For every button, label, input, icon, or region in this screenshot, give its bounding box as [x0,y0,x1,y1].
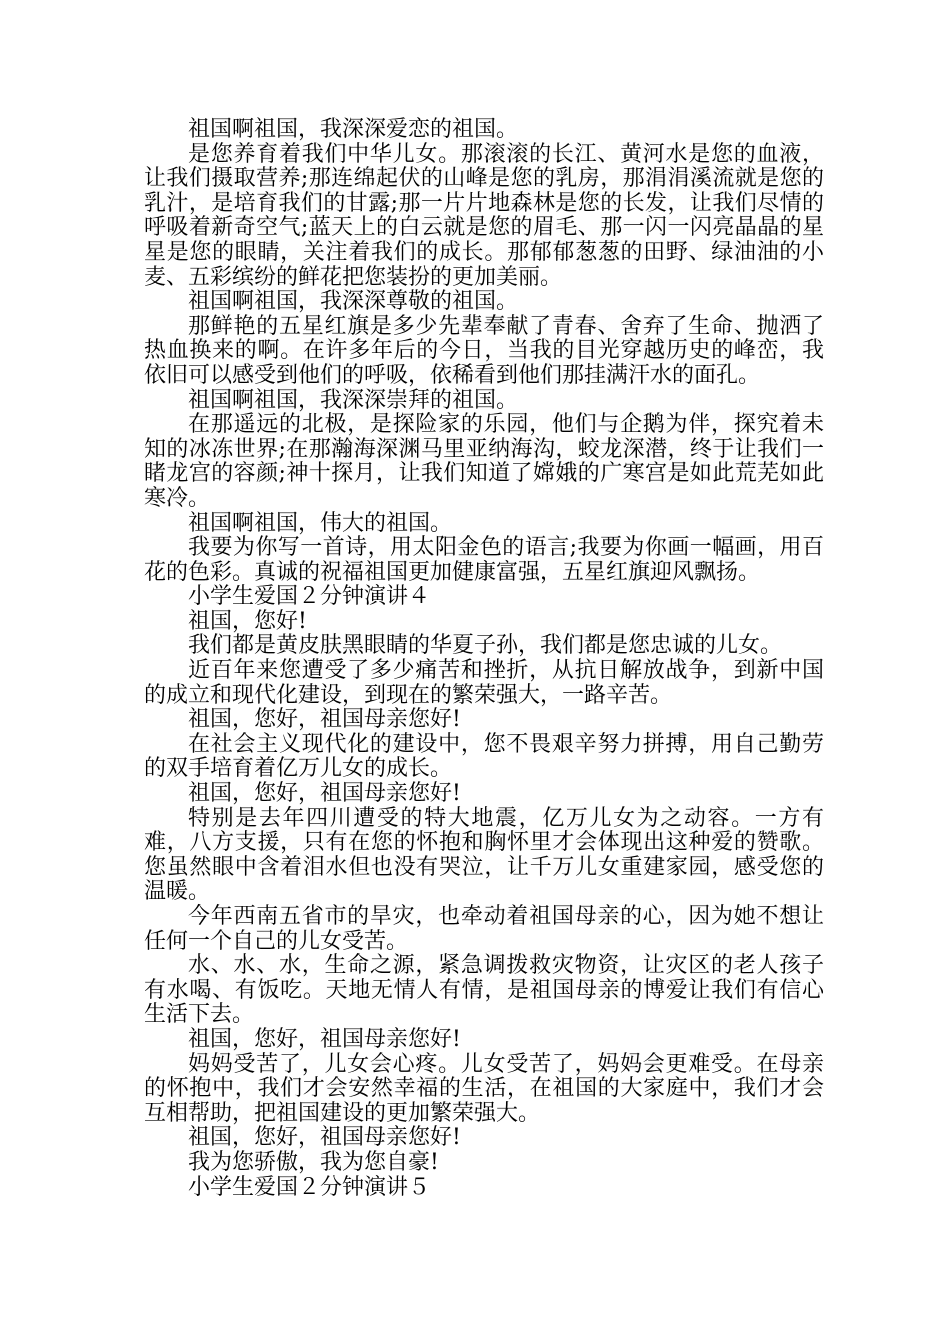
paragraph: 我要为你写一首诗，用太阳金色的语言;我要为你画一幅画，用百花的色彩。真诚的祝福祖国更加健康富强，五星红旗迎风飘扬。 [144,535,824,585]
paragraph: 今年西南五省市的旱灾，也牵动着祖国母亲的心，因为她不想让任何一个自己的儿女受苦。 [144,904,824,954]
paragraph: 祖国，您好，祖国母亲您好! [188,707,461,733]
paragraph: 祖国啊祖国，我深深崇拜的祖国。 [188,387,519,413]
paragraph: 祖国，您好，祖国母亲您好! [188,781,461,807]
section-heading: 小学生爱国２分钟演讲５ [188,1174,431,1200]
paragraph: 祖国，您好! [188,608,307,634]
paragraph: 祖国，您好，祖国母亲您好! [188,1026,461,1052]
paragraph: 祖国啊祖国，我深深爱恋的祖国。 [188,117,519,142]
paragraph: 在社会主义现代化的建设中，您不畏艰辛努力拼搏，用自己勤劳的双手培育着亿万儿女的成长。 [144,731,824,782]
paragraph: 我为您骄傲，我为您自豪! [188,1149,439,1175]
paragraph: 祖国啊祖国，我深深尊敬的祖国。 [188,289,519,315]
paragraph: 水、水、水，生命之源，紧急调拨救灾物资，让灾区的老人孩子有水喝、有饭吃。天地无情人有情，是祖国母亲的博爱让我们有信心生活下去。 [144,953,824,1028]
section-heading: 小学生爱国２分钟演讲４ [188,584,431,610]
paragraph: 妈妈受苦了，儿女会心疼。儿女受苦了，妈妈会更难受。在母亲的怀抱中，我们才会安然幸福的生活，在祖国的大家庭中，我们才会互相帮助，把祖国建设的更加繁荣强大。 [144,1051,824,1126]
paragraph: 我们都是黄皮肤黑眼睛的华夏子孙，我们都是您忠诚的儿女。 [188,633,783,659]
paragraph: 近百年来您遭受了多少痛苦和挫折，从抗日解放战争，到新中国的成立和现代化建设，到现在的繁荣强大，一路辛苦。 [144,658,824,708]
paragraph: 是您养育着我们中华儿女。那滚滚的长江、黄河水是您的血液，让我们摄取营养;那连绵起伏的山峰是您的乳房，那涓涓溪流就是您的乳汁，是培育我们的甘露;那一片片地森林是您的长发，让我们尽情的呼吸着新奇空气;蓝天上的白云就是您的眉毛、那一闪一闪亮晶晶的星星是您的眼睛，关注着我们的成长。那郁郁葱葱的田野、绿油油的小麦、五彩缤纷的鲜花把您装扮的更加美丽。 [144,141,824,290]
paragraph: 祖国啊祖国，伟大的祖国。 [188,510,453,536]
paragraph: 特别是去年四川遭受的特大地震，亿万儿女为之动容。一方有难，八方支援，只有在您的怀抱和胸怀里才会体现出这种爱的赞歌。您虽然眼中含着泪水但也没有哭泣，让千万儿女重建家园，感受您的温暖。 [144,805,824,905]
document-body [144,118,824,1200]
paragraph: 在那遥远的北极，是探险家的乐园，他们与企鹅为伴，探究着未知的冰冻世界;在那瀚海深渊马里亚纳海沟，蛟龙深潜，终于让我们一睹龙宫的容颜;神十探月，让我们知道了嫦娥的广寒宫是如此荒芜如此寒冷。 [144,412,824,511]
paragraph: 祖国，您好，祖国母亲您好! [188,1125,461,1151]
paragraph: 那鲜艳的五星红旗是多少先辈奉献了青春、舍弃了生命、抛洒了热血换来的啊。在许多年后的今日，当我的目光穿越历史的峰峦，我依旧可以感受到他们的呼吸，依稀看到他们那挂满汗水的面孔。 [144,313,824,388]
